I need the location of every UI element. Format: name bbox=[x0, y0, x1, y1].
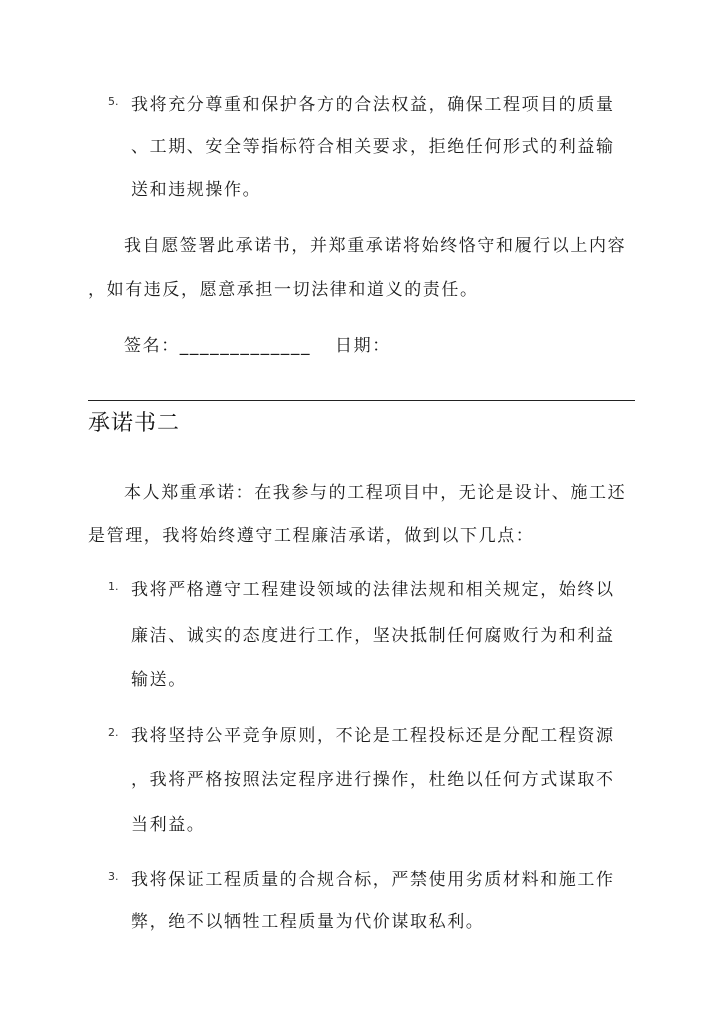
list-item-line: 输送。 bbox=[131, 670, 187, 690]
list-item-line: 送和违规操作。 bbox=[131, 180, 262, 200]
list-item-line: 我将坚持公平竞争原则，不论是工程投标还是分配工程资源 bbox=[131, 726, 615, 746]
paragraph-line: 本人郑重承诺：在我参与的工程项目中，无论是设计、施工还 bbox=[124, 483, 627, 503]
list-item-line: 我将严格遵守工程建设领域的法律法规和相关规定，始终以 bbox=[131, 580, 615, 600]
paragraph-line: 是管理，我将始终遵守工程廉洁承诺，做到以下几点： bbox=[88, 526, 535, 546]
list-item-line: ，我将严格按照法定程序进行操作，杜绝以任何方式谋取不 bbox=[131, 770, 615, 790]
list-number: 1. bbox=[108, 580, 119, 593]
list-number: 2. bbox=[108, 726, 119, 739]
list-item-line: 当利益。 bbox=[131, 815, 206, 835]
section-title: 承诺书二 bbox=[88, 411, 181, 436]
list-item-line: 我将保证工程质量的合规合标，严禁使用劣质材料和施工作 bbox=[131, 870, 615, 890]
paragraph-line: ，如有违反，愿意承担一切法律和道义的责任。 bbox=[88, 280, 479, 300]
list-item-line: 弊，绝不以牺牲工程质量为代价谋取私利。 bbox=[131, 912, 485, 932]
list-number: 3. bbox=[108, 870, 119, 883]
date-label: 日期： bbox=[335, 336, 391, 356]
section-divider bbox=[88, 400, 635, 401]
list-item-line: 、工期、安全等指标符合相关要求，拒绝任何形式的利益输 bbox=[131, 137, 615, 157]
paragraph-line: 我自愿签署此承诺书，并郑重承诺将始终恪守和履行以上内容 bbox=[124, 236, 627, 256]
list-item-line: 廉洁、诚实的态度进行工作，坚决抵制任何腐败行为和利益 bbox=[131, 626, 615, 646]
list-item-line: 我将充分尊重和保护各方的合法权益，确保工程项目的质量 bbox=[131, 95, 615, 115]
signature-label: 签名：_____________ bbox=[124, 336, 312, 356]
list-number: 5. bbox=[108, 95, 119, 108]
